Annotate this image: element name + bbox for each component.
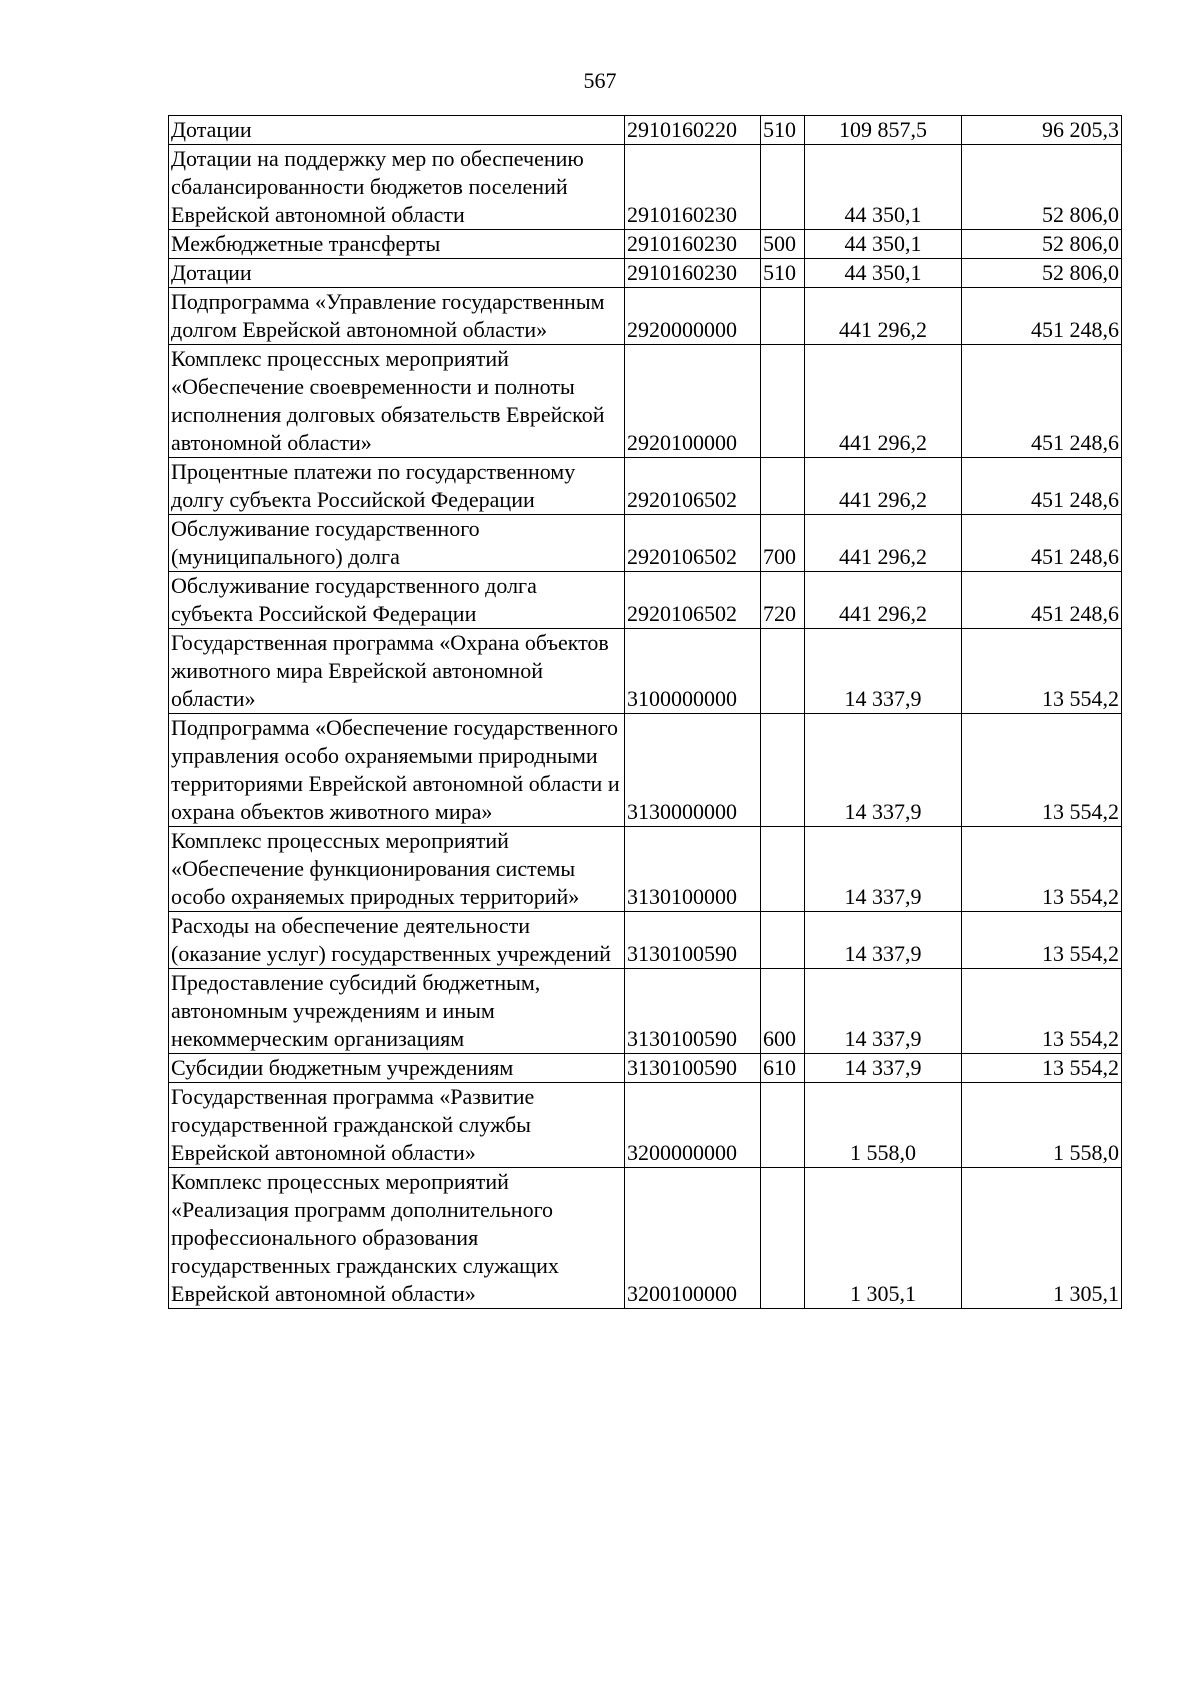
- row-code-cell: 2910160230: [625, 230, 761, 259]
- table-row: [169, 572, 1122, 629]
- row-sum-year2-cell: 13 554,2: [962, 827, 1122, 912]
- row-sum-year2-cell: 52 806,0: [962, 145, 1122, 230]
- row-expense-type-cell: 510: [761, 259, 805, 288]
- row-sum-year1-cell: 109 857,5: [805, 116, 962, 145]
- row-code-cell: 2920000000: [625, 288, 761, 345]
- table-row: [169, 145, 1122, 230]
- row-name-cell: Государственная программа «Охрана объектов животного мира Еврейской автономной области»: [169, 629, 625, 714]
- row-expense-type-cell: 700: [761, 515, 805, 572]
- row-expense-type-cell: [761, 827, 805, 912]
- row-name-cell: Подпрограмма «Управление государственным долгом Еврейской автономной области»: [169, 288, 625, 345]
- row-sum-year1-cell: 44 350,1: [805, 259, 962, 288]
- row-code-cell: 2910160220: [625, 116, 761, 145]
- row-code-cell: 2920106502: [625, 458, 761, 515]
- row-sum-year1-cell: 14 337,9: [805, 1054, 962, 1083]
- row-sum-year2-cell: 451 248,6: [962, 458, 1122, 515]
- row-sum-year2-cell: 451 248,6: [962, 515, 1122, 572]
- row-expense-type-cell: 510: [761, 116, 805, 145]
- row-name-cell: Комплекс процессных мероприятий «Обеспечение функционирования системы особо охраняемых природных территорий»: [169, 827, 625, 912]
- table-row: [169, 230, 1122, 259]
- row-expense-type-cell: [761, 1083, 805, 1168]
- row-code-cell: 2910160230: [625, 259, 761, 288]
- row-sum-year1-cell: 441 296,2: [805, 458, 962, 515]
- row-name-cell: Подпрограмма «Обеспечение государственного управления особо охраняемыми природными территориями Еврейской автономной области и охрана объектов животного мира»: [169, 714, 625, 827]
- row-code-cell: 3100000000: [625, 629, 761, 714]
- row-name-cell: Обслуживание государственного долга субъекта Российской Федерации: [169, 572, 625, 629]
- row-name-cell: Государственная программа «Развитие государственной гражданской службы Еврейской автономной области»: [169, 1083, 625, 1168]
- row-sum-year1-cell: 14 337,9: [805, 629, 962, 714]
- row-name-cell: Межбюджетные трансферты: [169, 230, 625, 259]
- table-row: [169, 912, 1122, 969]
- table-row: [169, 1054, 1122, 1083]
- row-expense-type-cell: 500: [761, 230, 805, 259]
- row-sum-year2-cell: 52 806,0: [962, 230, 1122, 259]
- row-code-cell: 2920106502: [625, 515, 761, 572]
- row-sum-year2-cell: 96 205,3: [962, 116, 1122, 145]
- row-sum-year2-cell: 13 554,2: [962, 714, 1122, 827]
- row-code-cell: 3130000000: [625, 714, 761, 827]
- row-sum-year1-cell: 14 337,9: [805, 827, 962, 912]
- row-name-cell: Субсидии бюджетным учреждениям: [169, 1054, 625, 1083]
- row-sum-year1-cell: 441 296,2: [805, 572, 962, 629]
- row-sum-year2-cell: 13 554,2: [962, 1054, 1122, 1083]
- row-sum-year1-cell: 1 558,0: [805, 1083, 962, 1168]
- row-expense-type-cell: [761, 912, 805, 969]
- row-name-cell: Обслуживание государственного (муниципального) долга: [169, 515, 625, 572]
- row-sum-year2-cell: 1 305,1: [962, 1168, 1122, 1309]
- row-sum-year1-cell: 14 337,9: [805, 714, 962, 827]
- row-expense-type-cell: 610: [761, 1054, 805, 1083]
- row-name-cell: Комплекс процессных мероприятий «Реализация программ дополнительного профессионального образования государственных гражданских служащих Еврейской автономной области»: [169, 1168, 625, 1309]
- row-code-cell: 3130100590: [625, 969, 761, 1054]
- row-code-cell: 3200000000: [625, 1083, 761, 1168]
- table-row: [169, 116, 1122, 145]
- row-sum-year2-cell: 13 554,2: [962, 912, 1122, 969]
- row-sum-year1-cell: 441 296,2: [805, 345, 962, 458]
- budget-table: [168, 115, 1122, 1309]
- row-expense-type-cell: [761, 629, 805, 714]
- row-sum-year1-cell: 441 296,2: [805, 288, 962, 345]
- row-sum-year2-cell: 13 554,2: [962, 969, 1122, 1054]
- row-sum-year1-cell: 44 350,1: [805, 145, 962, 230]
- table-row: [169, 629, 1122, 714]
- row-code-cell: 2910160230: [625, 145, 761, 230]
- row-code-cell: 3130100590: [625, 1054, 761, 1083]
- row-name-cell: Дотации: [169, 116, 625, 145]
- row-sum-year1-cell: 1 305,1: [805, 1168, 962, 1309]
- row-name-cell: Предоставление субсидий бюджетным, автономным учреждениям и иным некоммерческим организациям: [169, 969, 625, 1054]
- table-row: [169, 515, 1122, 572]
- row-sum-year1-cell: 14 337,9: [805, 969, 962, 1054]
- row-sum-year1-cell: 441 296,2: [805, 515, 962, 572]
- row-name-cell: Процентные платежи по государственному долгу субъекта Российской Федерации: [169, 458, 625, 515]
- page-number: 567: [583, 68, 617, 93]
- row-code-cell: 2920106502: [625, 572, 761, 629]
- row-sum-year2-cell: 451 248,6: [962, 288, 1122, 345]
- row-name-cell: Дотации на поддержку мер по обеспечению сбалансированности бюджетов поселений Еврейской автономной области: [169, 145, 625, 230]
- row-name-cell: Расходы на обеспечение деятельности (оказание услуг) государственных учреждений: [169, 912, 625, 969]
- row-code-cell: 3130100590: [625, 912, 761, 969]
- row-sum-year2-cell: 451 248,6: [962, 572, 1122, 629]
- row-expense-type-cell: [761, 345, 805, 458]
- row-expense-type-cell: [761, 145, 805, 230]
- row-code-cell: 3200100000: [625, 1168, 761, 1309]
- row-expense-type-cell: [761, 714, 805, 827]
- row-expense-type-cell: 600: [761, 969, 805, 1054]
- table-row: [169, 458, 1122, 515]
- table-row: [169, 714, 1122, 827]
- row-code-cell: 3130100000: [625, 827, 761, 912]
- table-row: [169, 345, 1122, 458]
- row-sum-year2-cell: 451 248,6: [962, 345, 1122, 458]
- row-code-cell: 2920100000: [625, 345, 761, 458]
- table-row: [169, 1083, 1122, 1168]
- table-row: [169, 969, 1122, 1054]
- row-expense-type-cell: [761, 458, 805, 515]
- row-expense-type-cell: 720: [761, 572, 805, 629]
- row-sum-year1-cell: 14 337,9: [805, 912, 962, 969]
- row-sum-year2-cell: 52 806,0: [962, 259, 1122, 288]
- row-sum-year2-cell: 13 554,2: [962, 629, 1122, 714]
- row-sum-year2-cell: 1 558,0: [962, 1083, 1122, 1168]
- row-sum-year1-cell: 44 350,1: [805, 230, 962, 259]
- table-row: [169, 288, 1122, 345]
- table-row: [169, 259, 1122, 288]
- table-row: [169, 827, 1122, 912]
- row-name-cell: Комплекс процессных мероприятий «Обеспечение своевременности и полноты исполнения долговых обязательств Еврейской автономной области»: [169, 345, 625, 458]
- row-name-cell: Дотации: [169, 259, 625, 288]
- row-expense-type-cell: [761, 1168, 805, 1309]
- table-row: [169, 1168, 1122, 1309]
- row-expense-type-cell: [761, 288, 805, 345]
